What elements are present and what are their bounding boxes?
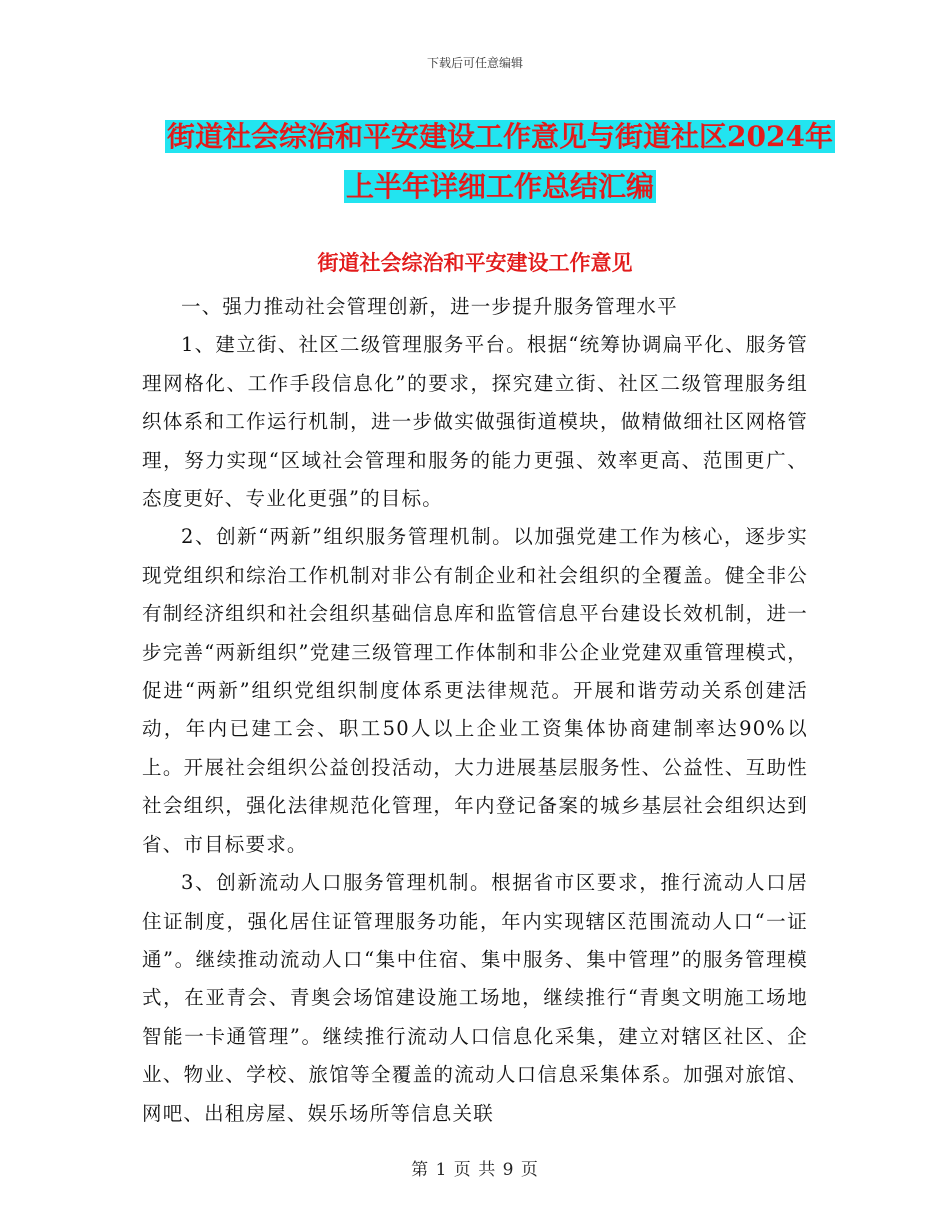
paragraph-heading: 一、强力推动社会管理创新，进一步提升服务管理水平 [181, 295, 678, 318]
section-title: 街道社会综治和平安建设工作意见 [317, 250, 633, 275]
paragraph: 3、创新流动人口服务管理机制。根据省市区要求，推行流动人口居住证制度，强化居住证管理服务功能，年内实现辖区范围流动人口“一证通”。继续推动流动人口“集中住宿、集中服务、集中管理”的服务管理模式，在亚青会、青奥会场馆建设施工场地，继续推行“青奥文明施工场地智能一卡通管理”。继续推行流动人口信息化采集，建立对辖区社区、企业、物业、学校、旅馆等全覆盖的流动人口信息采集体系。加强对旅馆、网吧、出租房屋、娱乐场所等信息关联 [142, 871, 808, 1125]
body-text [142, 288, 808, 1133]
paragraph: 1、建立街、社区二级管理服务平台。根据“统筹协调扁平化、服务管理网格化、工作手段信息化”的要求，探究建立街、社区二级管理服务组织体系和工作运行机制，进一步做实做强街道模块，做精做细社区网格管理，努力实现“区域社会管理和服务的能力更强、效率更高、范围更广、态度更好、专业化更强”的目标。 [142, 333, 808, 511]
paragraph: 2、创新“两新”组织服务管理机制。以加强党建工作为核心，逐步实现党组织和综治工作机制对非公有制企业和社会组织的全覆盖。健全非公有制经济组织和社会组织基础信息库和监管信息平台建设长效机制，进一步完善“两新组织”党建三级管理工作体制和非公企业党建双重管理模式，促进“两新”组织党组织制度体系更法律规范。开展和谐劳动关系创建活动，年内已建工会、职工50人以上企业工资集体协商建制率达90%以上。开展社会组织公益创投活动，大力进展基层服务性、公益性、互助性社会组织，强化法律规范化管理，年内登记备案的城乡基层社会组织达到省、市目标要求。 [142, 525, 808, 856]
page-number-footer: 第 1 页 共 9 页 [411, 1160, 539, 1180]
document-title [140, 112, 860, 212]
header-note: 下载后可任意编辑 [426, 56, 523, 70]
document-title-line1: 街道社会综治和平安建设工作意见与街道社区2024年 [167, 120, 833, 153]
document-title-line2: 上半年详细工作总结汇编 [345, 170, 654, 203]
